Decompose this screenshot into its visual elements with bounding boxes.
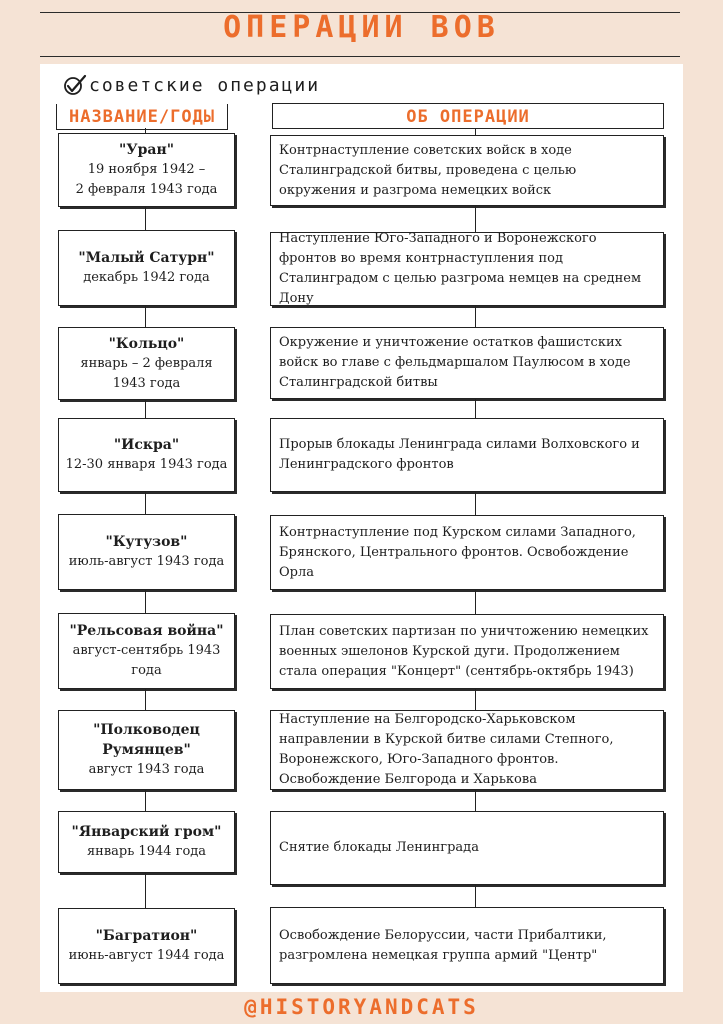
operation-name: "Искра"	[113, 437, 180, 453]
operation-description: Контрнаступление под Курском силами Западного, Брянского, Центрального фронтов. Освобождение Орла	[279, 524, 636, 580]
operation-dates: январь – 2 февраля 1943 года	[80, 355, 213, 391]
operation-name: "Полководец Румянцев"	[93, 722, 200, 758]
footer-handle: @HISTORYANDCATS	[244, 995, 479, 1019]
operation-description-box	[270, 811, 664, 885]
connector-line	[145, 590, 146, 613]
operation-name: "Январский гром"	[71, 824, 222, 840]
operation-description: Снятие блокады Ленинграда	[279, 840, 479, 855]
connector-line	[475, 790, 476, 811]
operation-name-box	[58, 908, 235, 984]
operation-description: Контрнаступление советских войск в ходе Сталинградской битвы, проведена с целью окружения и разгрома немецких войск	[279, 142, 577, 198]
operation-description: Прорыв блокады Ленинграда силами Волховского и Ленинградского фронтов	[279, 437, 640, 472]
operation-name: "Кольцо"	[108, 335, 185, 352]
connector-line	[145, 790, 146, 811]
connector-line	[475, 399, 476, 418]
operation-name-box	[58, 133, 235, 207]
title-rule-bottom	[40, 56, 680, 57]
connector-line	[475, 885, 476, 907]
connector-line	[145, 400, 146, 418]
operation-description-box	[270, 907, 664, 984]
operation-description-box	[270, 327, 664, 399]
connector-line	[145, 207, 146, 230]
operation-dates: август-сентябрь 1943 года	[72, 643, 221, 678]
operation-name: "Уран"	[118, 142, 175, 158]
operation-dates: июнь-август 1944 года	[68, 948, 225, 963]
operation-description-box	[270, 614, 664, 689]
connector-line	[475, 306, 476, 327]
operation-description: Наступление на Белгородско-Харьковском направлении в Курской битве силами Степного, Воронежского, Юго-Западного фронтов. Освобождение Белгорода и Харькова	[279, 712, 614, 787]
connector-line	[475, 128, 476, 135]
connector-line	[145, 492, 146, 514]
operation-description-box	[270, 232, 664, 306]
operation-description-box	[270, 515, 664, 590]
operation-description: Наступление Юго-Западного и Воронежского фронтов во время контрнаступления под Сталинградом с целью разгрома немцев на среднем Дону	[279, 231, 642, 306]
operation-dates: декабрь 1942 года	[83, 270, 210, 285]
connector-line	[145, 873, 146, 908]
connector-line	[145, 128, 146, 133]
operation-dates: 19 ноября 1942 – 2 февраля 1943 года	[75, 162, 218, 197]
column-header-name-years: НАЗВАНИЕ/ГОДЫ	[56, 104, 228, 130]
checkmark-icon	[63, 74, 87, 96]
operation-dates: август 1943 года	[88, 762, 205, 777]
operation-description: План советских партизан по уничтожению немецких военных эшелонов Курской дуги. Продолжением стала операция "Концерт" (сентябрь-октябрь 1943)	[279, 623, 649, 679]
connector-line	[475, 206, 476, 232]
operation-name-box	[58, 230, 235, 306]
connector-line	[145, 689, 146, 710]
operation-name: "Багратион"	[95, 928, 198, 944]
operation-name-box	[58, 811, 235, 873]
connector-line	[475, 492, 476, 515]
connector-line	[145, 306, 146, 327]
connector-line	[475, 590, 476, 614]
operation-name-box	[58, 710, 235, 790]
section-title: советские операции	[89, 74, 321, 96]
operation-dates: июль-август 1943 года	[68, 554, 225, 569]
operation-name: "Кутузов"	[105, 534, 188, 550]
operation-description-box	[270, 418, 664, 492]
connector-line	[475, 689, 476, 710]
operation-description: Окружение и уничтожение остатков фашистских войск во главе с фельдмаршалом Паулюсом в ходе Сталинградской битвы	[279, 335, 631, 390]
operation-dates: январь 1944 года	[86, 844, 207, 859]
operation-description-box	[270, 710, 664, 790]
column-header-about: ОБ ОПЕРАЦИИ	[272, 103, 664, 129]
section-heading	[63, 74, 320, 96]
operation-name-box	[58, 514, 235, 590]
page-title: ОПЕРАЦИИ ВОВ	[223, 10, 500, 45]
operation-name: "Малый Сатурн"	[78, 250, 215, 266]
operation-name-box	[58, 613, 235, 689]
operation-dates: 12-30 января 1943 года	[65, 457, 228, 472]
operation-description-box	[270, 135, 664, 206]
operation-name-box	[58, 418, 235, 492]
operation-name-box	[58, 327, 235, 400]
operation-name: "Рельсовая война"	[69, 623, 224, 639]
operation-description: Освобождение Белоруссии, части Прибалтики, разгромлена немецкая группа армий "Центр"	[279, 927, 607, 963]
